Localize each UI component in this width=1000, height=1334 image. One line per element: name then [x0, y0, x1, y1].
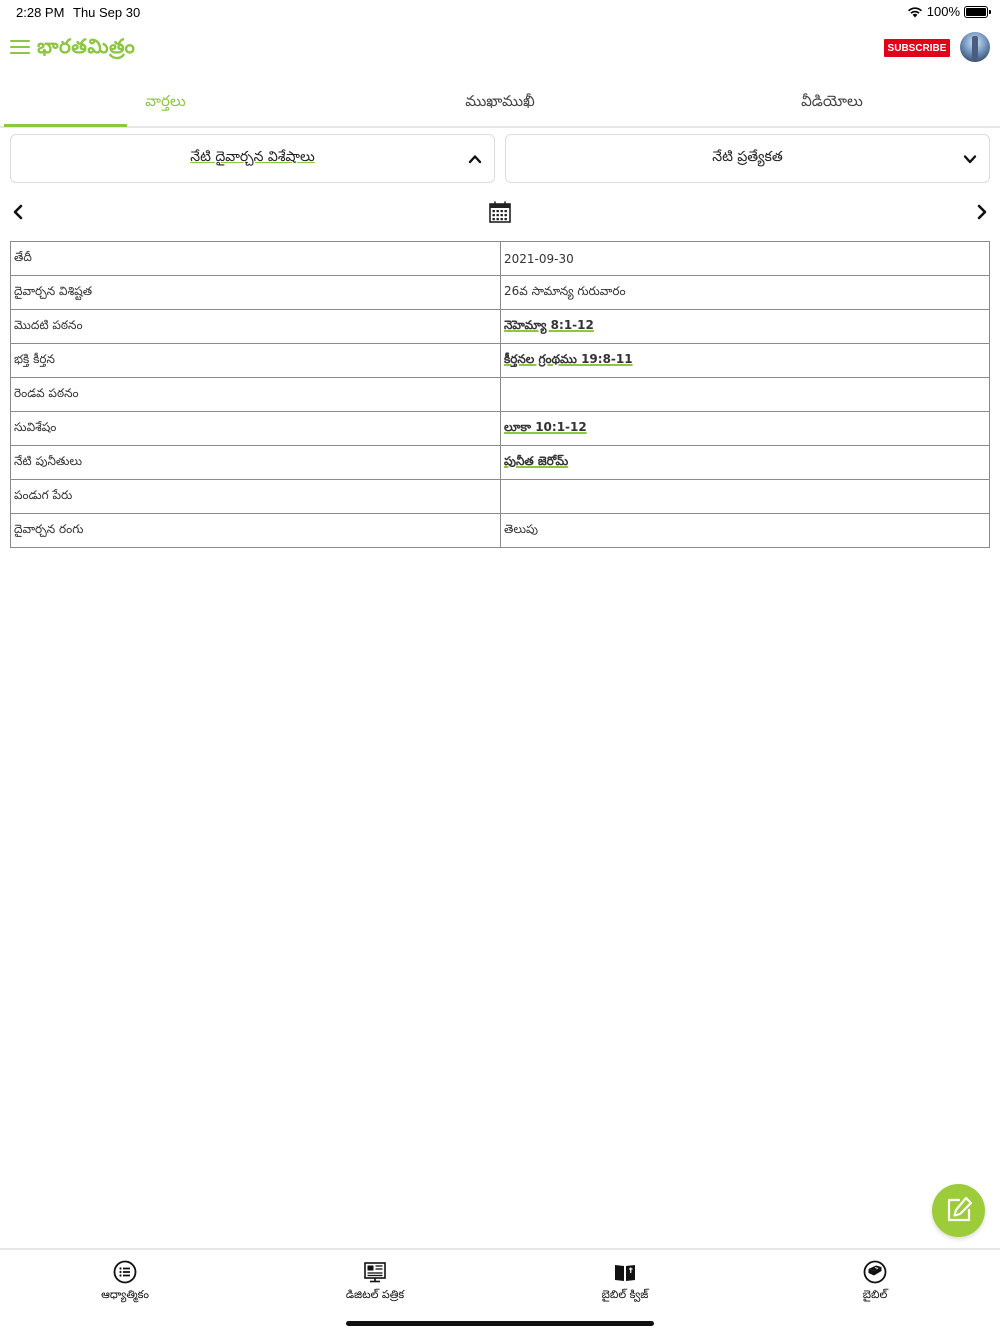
psalm-link[interactable]: కీర్తనల గ్రంథము 19:8-11 — [504, 352, 633, 366]
chevron-down-icon — [963, 152, 977, 166]
row-label: దైవార్చన విశిష్టత — [11, 276, 501, 310]
row-value: 26వ సామాన్య గురువారం — [501, 276, 990, 310]
list-icon — [113, 1260, 137, 1284]
quiz-book-icon — [613, 1260, 637, 1284]
first-reading-link[interactable]: నెహెమ్యా 8:1-12 — [504, 318, 594, 332]
status-bar — [0, 0, 1000, 24]
row-label: సువిశేషం — [11, 412, 501, 446]
profile-avatar[interactable] — [960, 32, 990, 62]
gospel-link[interactable]: లూకా 10:1-12 — [504, 420, 587, 434]
bottom-nav-label: ఆధ్యాత్మికం — [101, 1288, 149, 1301]
row-value-cell — [501, 446, 990, 480]
row-value: తెలుపు — [501, 514, 990, 548]
row-value — [501, 480, 990, 514]
bottom-nav-bible[interactable] — [805, 1260, 945, 1310]
app-logo[interactable]: భారతమిత్రం — [37, 34, 136, 58]
table-row — [11, 446, 990, 480]
row-label: తేదీ — [11, 242, 501, 276]
compose-fab-button[interactable] — [932, 1184, 985, 1237]
bible-icon — [863, 1260, 887, 1284]
row-value-cell — [501, 344, 990, 378]
calendar-icon[interactable] — [488, 200, 512, 224]
dropdown-liturgy-details[interactable] — [10, 134, 495, 183]
row-value: 2021-09-30 — [501, 242, 990, 276]
edit-icon — [932, 1184, 985, 1237]
saint-link[interactable]: పునీత జెరోమ్ — [504, 454, 569, 468]
bottom-nav-label: డిజిటల్ పత్రిక — [345, 1288, 405, 1301]
active-tab-indicator — [4, 124, 127, 127]
top-tabs — [0, 80, 1000, 128]
bottom-nav-label: బైబిల్ — [862, 1288, 888, 1301]
status-right — [907, 4, 988, 19]
date-navigation — [0, 196, 1000, 228]
row-label: రెండవ పఠనం — [11, 378, 501, 412]
tab-interviews[interactable]: ముఖాముఖీ — [465, 92, 535, 110]
row-label: దైవార్చన రంగు — [11, 514, 501, 548]
table-row — [11, 310, 990, 344]
battery-percent: 100% — [926, 4, 960, 19]
row-label: మొదటి పఠనం — [11, 310, 501, 344]
next-day-arrow-icon[interactable] — [975, 204, 989, 220]
newspaper-icon — [363, 1260, 387, 1284]
liturgy-table — [10, 241, 990, 548]
dropdown-special-label: నేటి ప్రత్యేకత — [712, 149, 783, 165]
previous-day-arrow-icon[interactable] — [11, 204, 25, 220]
row-label: భక్తి కీర్తన — [11, 344, 501, 378]
tab-videos[interactable]: వీడియోలు — [801, 92, 863, 110]
table-row — [11, 242, 990, 276]
table-row — [11, 344, 990, 378]
bottom-nav-spiritual[interactable] — [55, 1260, 195, 1310]
row-label: నేటి పునీతులు — [11, 446, 501, 480]
table-row — [11, 378, 990, 412]
table-row — [11, 514, 990, 548]
wifi-icon — [907, 6, 923, 18]
bottom-nav-bible-quiz[interactable] — [555, 1260, 695, 1310]
hamburger-menu-icon[interactable] — [10, 40, 30, 56]
dropdown-liturgy-label: నేటి దైవార్చన విశేషాలు — [190, 149, 315, 165]
app-header — [0, 28, 1000, 68]
bottom-nav-digital-paper[interactable] — [305, 1260, 445, 1310]
row-value-cell — [501, 412, 990, 446]
row-label: పండుగ పేరు — [11, 480, 501, 514]
battery-icon — [964, 6, 988, 18]
chevron-up-icon — [468, 152, 482, 166]
table-row — [11, 480, 990, 514]
row-value — [501, 378, 990, 412]
tab-news[interactable]: వార్తలు — [145, 92, 186, 110]
row-value-cell — [501, 310, 990, 344]
bottom-nav-label: బైబిల్ క్విజ్ — [601, 1288, 649, 1301]
table-row — [11, 412, 990, 446]
table-row — [11, 276, 990, 310]
subscribe-button[interactable]: SUBSCRIBE — [884, 39, 950, 57]
status-date: Thu Sep 30 — [73, 5, 141, 20]
dropdown-today-special[interactable] — [505, 134, 990, 183]
status-time: 2:28 PM — [16, 5, 65, 20]
home-indicator[interactable] — [346, 1321, 654, 1326]
